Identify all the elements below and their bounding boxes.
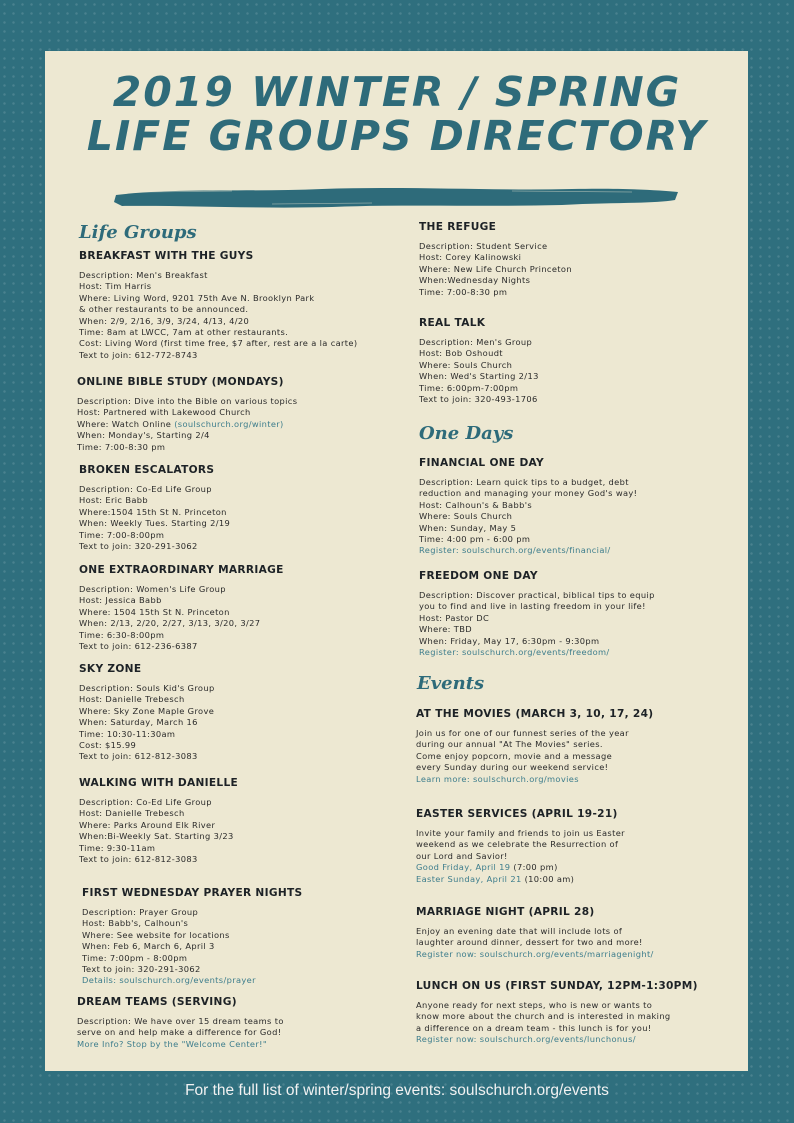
- detail-link[interactable]: Register: soulschurch.org/events/freedom/: [419, 647, 610, 658]
- detail-text: Host: Eric Babb: [79, 495, 149, 506]
- one-day-freedom: [419, 569, 655, 658]
- group-the-refuge: [419, 220, 572, 298]
- listing-detail-line: [79, 641, 284, 652]
- listing-detail-line: [82, 918, 302, 929]
- detail-text: Where: Parks Around Elk River: [79, 819, 216, 830]
- listing-detail-line: [79, 729, 215, 740]
- listing-title: WALKING WITH DANIELLE: [79, 777, 239, 789]
- listing-detail-line: [79, 507, 230, 518]
- listing-detail-line: [82, 953, 302, 964]
- detail-text: know more about the church and is interested in making: [416, 1011, 671, 1022]
- listing-detail-line: [416, 828, 625, 839]
- listing-detail-line: [77, 1016, 284, 1027]
- event-at-the-movies: [416, 707, 653, 785]
- listing-detail-line: [419, 534, 637, 545]
- group-breakfast-with-the-guys: [79, 249, 357, 361]
- listing-detail-line: [419, 636, 655, 647]
- listing-detail-line: [79, 495, 230, 506]
- listing-detail-line: [79, 327, 357, 338]
- detail-text: Description: Co-Ed Life Group: [79, 484, 212, 494]
- listing-detail-line: [416, 762, 653, 773]
- listing-detail-line: [416, 937, 654, 948]
- listing-detail-line: [77, 430, 297, 441]
- detail-text: Host: Corey Kalinowski: [419, 252, 522, 263]
- detail-text: Join us for one of our funnest series of the year: [416, 728, 629, 738]
- detail-text: Host: Pastor DC: [419, 612, 490, 623]
- listing-detail-line: [77, 442, 297, 453]
- detail-text: When: 2/9, 2/16, 3/9, 3/24, 4/13, 4/20: [79, 315, 250, 326]
- listing-detail-line: [79, 281, 357, 292]
- brush-stroke-divider: [112, 183, 682, 213]
- listing-title: FINANCIAL ONE DAY: [419, 457, 545, 469]
- event-easter-services: [416, 807, 625, 885]
- detail-text: Host: Danielle Trebesch: [79, 808, 185, 819]
- detail-text: Anyone ready for next steps, who is new or wants to: [416, 1000, 653, 1010]
- group-online-bible-study: [77, 375, 297, 453]
- listing-detail-line: [416, 1011, 698, 1022]
- listing-detail-line: [79, 683, 215, 694]
- listing-detail-line: [79, 338, 357, 349]
- listing-detail-line: [79, 820, 238, 831]
- listing-detail-line: [419, 371, 539, 382]
- detail-text: When: Feb 6, March 6, April 3: [82, 941, 215, 952]
- detail-text: When: 2/13, 2/20, 2/27, 3/13, 3/20, 3/27: [79, 618, 261, 629]
- detail-text: Where: Living Word, 9201 75th Ave N. Brooklyn Park: [79, 292, 315, 303]
- detail-text: Time: 6:30-8:00pm: [79, 629, 165, 640]
- listing-detail-line: [416, 1023, 698, 1034]
- listing-title: SKY ZONE: [79, 663, 142, 675]
- detail-link[interactable]: Register: soulschurch.org/events/financial/: [419, 545, 611, 556]
- detail-text: Description: Learn quick tips to a budget, debt: [419, 477, 629, 487]
- detail-text: Where: Sky Zone Maple Grove: [79, 705, 215, 716]
- group-first-wednesday-prayer-nights: [82, 886, 302, 987]
- listing-detail-line: [419, 241, 572, 252]
- detail-text: Text to join: 320-493-1706: [419, 394, 538, 405]
- listing-detail-line: [416, 728, 653, 739]
- listing-detail-line: [79, 316, 357, 327]
- group-broken-escalators: [79, 463, 230, 552]
- section-heading-events: Events: [417, 673, 485, 694]
- listing-detail-line: [419, 500, 637, 511]
- listing-title: ONE EXTRAORDINARY MARRIAGE: [79, 564, 284, 576]
- detail-text: When: Weekly Tues. Starting 2/19: [79, 518, 231, 529]
- detail-text: Come enjoy popcorn, movie and a message: [416, 750, 613, 761]
- listing-detail-line: [82, 964, 302, 975]
- listing-detail-line: [77, 396, 297, 407]
- detail-text: Text to join: 612-772-8743: [79, 349, 198, 360]
- listing-detail-line: [79, 630, 284, 641]
- listing-detail-line: [79, 530, 230, 541]
- listing-detail-line: [77, 1027, 284, 1038]
- detail-text: Text to join: 320-291-3062: [79, 541, 198, 552]
- footer-events-link[interactable]: For the full list of winter/spring events: soulschurch.org/events: [185, 1082, 609, 1099]
- listing-title: EASTER SERVICES (APRIL 19-21): [416, 808, 618, 820]
- detail-text: Where: TBD: [419, 624, 472, 635]
- listing-title: ONLINE BIBLE STUDY (MONDAYS): [77, 376, 284, 388]
- listing-detail-line: [79, 797, 238, 808]
- listing-detail-line: [79, 706, 215, 717]
- listing-detail-line: [416, 926, 654, 937]
- listing-title: BREAKFAST WITH THE GUYS: [79, 250, 254, 262]
- listing-detail-line: [416, 862, 625, 873]
- detail-text: When: Saturday, March 16: [79, 717, 198, 728]
- detail-text: Time: 7:00-8:30 pm: [77, 441, 166, 452]
- listing-detail-line: [416, 874, 625, 885]
- detail-text: When: Monday's, Starting 2/4: [77, 430, 210, 441]
- listing-title: BROKEN ESCALATORS: [79, 464, 215, 476]
- listing-detail-line: [419, 647, 655, 658]
- listing-detail-line: [79, 584, 284, 595]
- detail-text: Where: New Life Church Princeton: [419, 263, 572, 274]
- detail-text: Host: Jessica Babb: [79, 595, 162, 606]
- listing-detail-line: [419, 348, 539, 359]
- listing-detail-line: [419, 252, 572, 263]
- listing-detail-line: [79, 751, 215, 762]
- listing-detail-line: [419, 590, 655, 601]
- detail-text: reduction and managing your money God's way!: [419, 488, 638, 499]
- detail-link[interactable]: Register now: soulschurch.org/events/lunchonus/: [416, 1034, 636, 1045]
- event-lunch-on-us: [416, 979, 698, 1046]
- detail-text: Description: Men's Breakfast: [79, 270, 208, 280]
- listing-detail-line: [419, 383, 539, 394]
- detail-text: Description: Men's Group: [419, 337, 533, 347]
- listing-detail-line: [419, 624, 655, 635]
- listing-detail-line: [416, 949, 654, 960]
- listing-detail-line: [79, 518, 230, 529]
- detail-text: Host: Babb's, Calhoun's: [82, 918, 189, 929]
- detail-text: (7:00 pm): [510, 862, 558, 873]
- detail-text: Description: Women's Life Group: [79, 584, 226, 594]
- detail-text: Host: Danielle Trebesch: [79, 694, 185, 705]
- detail-text: Time: 4:00 pm - 6:00 pm: [419, 534, 531, 545]
- listing-detail-line: [82, 941, 302, 952]
- detail-text: Description: Discover practical, biblical tips to equip: [419, 590, 655, 600]
- listing-detail-line: [79, 740, 215, 751]
- detail-text: (10:00 am): [521, 873, 575, 884]
- detail-text: Time: 6:00pm-7:00pm: [419, 382, 519, 393]
- listing-detail-line: [79, 293, 357, 304]
- detail-link[interactable]: Easter Sunday, April 21: [416, 873, 522, 884]
- listing-detail-line: [77, 419, 297, 430]
- listing-title: MARRIAGE NIGHT (APRIL 28): [416, 906, 595, 918]
- detail-text: Description: Co-Ed Life Group: [79, 797, 212, 807]
- detail-text: Where: Souls Church: [419, 511, 513, 522]
- listing-detail-line: [416, 1000, 698, 1011]
- listing-detail-line: [79, 595, 284, 606]
- listing-detail-line: [79, 618, 284, 629]
- detail-link[interactable]: Details: soulschurch.org/events/prayer: [82, 975, 256, 986]
- listing-detail-line: [79, 484, 230, 495]
- listing-detail-line: [419, 287, 572, 298]
- listing-detail-line: [79, 717, 215, 728]
- detail-text: Where: See website for locations: [82, 929, 230, 940]
- listing-detail-line: [419, 523, 637, 534]
- one-day-financial: [419, 456, 637, 557]
- detail-text: Invite your family and friends to join us Easter: [416, 828, 625, 838]
- detail-text: Host: Partnered with Lakewood Church: [77, 407, 251, 418]
- listing-title: DREAM TEAMS (SERVING): [77, 996, 237, 1008]
- detail-text: Where: 1504 15th St N. Princeton: [79, 606, 230, 617]
- listing-detail-line: [419, 477, 637, 488]
- detail-text: serve on and help make a difference for God!: [77, 1027, 282, 1038]
- event-marriage-night: [416, 905, 654, 960]
- detail-text: a difference on a dream team - this lunch is for you!: [416, 1022, 652, 1033]
- page-title-line-2: LIFE GROUPS DIRECTORY: [86, 112, 708, 160]
- listing-detail-line: [77, 407, 297, 418]
- detail-text: our Lord and Savior!: [416, 850, 508, 861]
- listing-detail-line: [416, 751, 653, 762]
- listing-detail-line: [79, 270, 357, 281]
- detail-text: Text to join: 612-236-6387: [79, 641, 198, 652]
- listing-detail-line: [416, 851, 625, 862]
- listing-detail-line: [419, 545, 637, 556]
- listing-title: AT THE MOVIES (MARCH 3, 10, 17, 24): [416, 708, 654, 720]
- detail-text: you to find and live in lasting freedom in your life!: [419, 601, 646, 612]
- listing-title: FIRST WEDNESDAY PRAYER NIGHTS: [82, 887, 303, 899]
- detail-text: Where: Souls Church: [419, 359, 513, 370]
- listing-detail-line: [419, 601, 655, 612]
- listing-detail-line: [82, 907, 302, 918]
- detail-link[interactable]: Learn more: soulschurch.org/movies: [416, 773, 579, 784]
- detail-text: laughter around dinner, dessert for two and more!: [416, 937, 643, 948]
- page-title-line-1: 2019 WINTER / SPRING: [112, 68, 682, 116]
- detail-text: Host: Calhoun's & Babb's: [419, 499, 533, 510]
- listing-detail-line: [79, 541, 230, 552]
- detail-text: Description: Prayer Group: [82, 907, 199, 917]
- listing-title: THE REFUGE: [419, 221, 497, 233]
- listing-detail-line: [82, 930, 302, 941]
- detail-text: Time: 7:00-8:00pm: [79, 529, 165, 540]
- detail-text: Description: Dive into the Bible on various topics: [77, 396, 298, 406]
- group-real-talk: [419, 316, 539, 405]
- detail-link[interactable]: Good Friday, April 19: [416, 862, 511, 873]
- detail-text: Description: Student Service: [419, 241, 548, 251]
- listing-detail-line: [79, 607, 284, 618]
- detail-text: weekend as we celebrate the Resurrection of: [416, 839, 619, 850]
- listing-title: FREEDOM ONE DAY: [419, 570, 538, 582]
- listing-detail-line: [419, 337, 539, 348]
- listing-detail-line: [79, 808, 238, 819]
- detail-text: Description: Souls Kid's Group: [79, 683, 215, 693]
- listing-detail-line: [416, 839, 625, 850]
- detail-text: Time: 9:30-11am: [79, 842, 156, 853]
- group-sky-zone: [79, 662, 215, 763]
- detail-text: Text to join: 612-812-3083: [79, 751, 198, 762]
- listing-detail-line: [79, 694, 215, 705]
- listing-detail-line: [419, 488, 637, 499]
- detail-text: Text to join: 320-291-3062: [82, 964, 201, 975]
- group-dream-teams: [77, 995, 284, 1050]
- group-one-extraordinary-marriage: [79, 563, 284, 652]
- listing-detail-line: [79, 350, 357, 361]
- listing-detail-line: [419, 275, 572, 286]
- detail-text: When: Sunday, May 5: [419, 522, 517, 533]
- detail-text: When: Friday, May 17, 6:30pm - 9:30pm: [419, 635, 600, 646]
- detail-text: Where: Watch Online: [77, 418, 175, 429]
- listing-detail-line: [416, 1034, 698, 1045]
- detail-text: Enjoy an evening date that will include lots of: [416, 926, 623, 936]
- detail-text: Where:1504 15th St N. Princeton: [79, 506, 227, 517]
- detail-text: during our annual "At The Movies" series.: [416, 739, 603, 750]
- listing-title: LUNCH ON US (FIRST SUNDAY, 12PM-1:30PM): [416, 980, 698, 992]
- detail-text: Time: 10:30-11:30am: [79, 728, 176, 739]
- listing-title: REAL TALK: [419, 317, 486, 329]
- detail-text: When:Bi-Weekly Sat. Starting 3/23: [79, 831, 234, 842]
- detail-text: Text to join: 612-812-3083: [79, 854, 198, 865]
- detail-text: When:Wednesday Nights: [419, 275, 531, 286]
- listing-detail-line: [77, 1039, 284, 1050]
- detail-text: Host: Tim Harris: [79, 281, 152, 292]
- group-walking-with-danielle: [79, 776, 238, 865]
- detail-text: Host: Bob Oshoudt: [419, 348, 503, 359]
- listing-detail-line: [419, 511, 637, 522]
- listing-detail-line: [79, 843, 238, 854]
- detail-link[interactable]: More Info? Stop by the "Welcome Center!": [77, 1038, 267, 1049]
- listing-detail-line: [416, 774, 653, 785]
- detail-text: Cost: Living Word (first time free, $7 after, rest are a la carte): [79, 338, 358, 349]
- section-heading-life-groups: Life Groups: [79, 222, 197, 243]
- detail-text: Time: 7:00pm - 8:00pm: [82, 952, 188, 963]
- listing-detail-line: [82, 975, 302, 986]
- detail-text: every Sunday during our weekend service!: [416, 762, 609, 773]
- listing-detail-line: [416, 739, 653, 750]
- detail-text: When: Wed's Starting 2/13: [419, 371, 539, 382]
- listing-detail-line: [419, 360, 539, 371]
- listing-detail-line: [419, 264, 572, 275]
- listing-detail-line: [79, 854, 238, 865]
- listing-detail-line: [79, 304, 357, 315]
- section-heading-one-days: One Days: [419, 423, 514, 444]
- listing-detail-line: [79, 831, 238, 842]
- detail-text: & other restaurants to be announced.: [79, 304, 249, 315]
- listing-detail-line: [419, 613, 655, 624]
- detail-text: Cost: $15.99: [79, 740, 137, 751]
- detail-link[interactable]: (soulschurch.org/winter): [174, 418, 284, 429]
- detail-link[interactable]: Register now: soulschurch.org/events/marriagenight/: [416, 948, 654, 959]
- detail-text: Description: We have over 15 dream teams to: [77, 1016, 284, 1026]
- detail-text: Time: 8am at LWCC, 7am at other restaurants.: [79, 327, 289, 338]
- listing-detail-line: [419, 394, 539, 405]
- detail-text: Time: 7:00-8:30 pm: [419, 286, 508, 297]
